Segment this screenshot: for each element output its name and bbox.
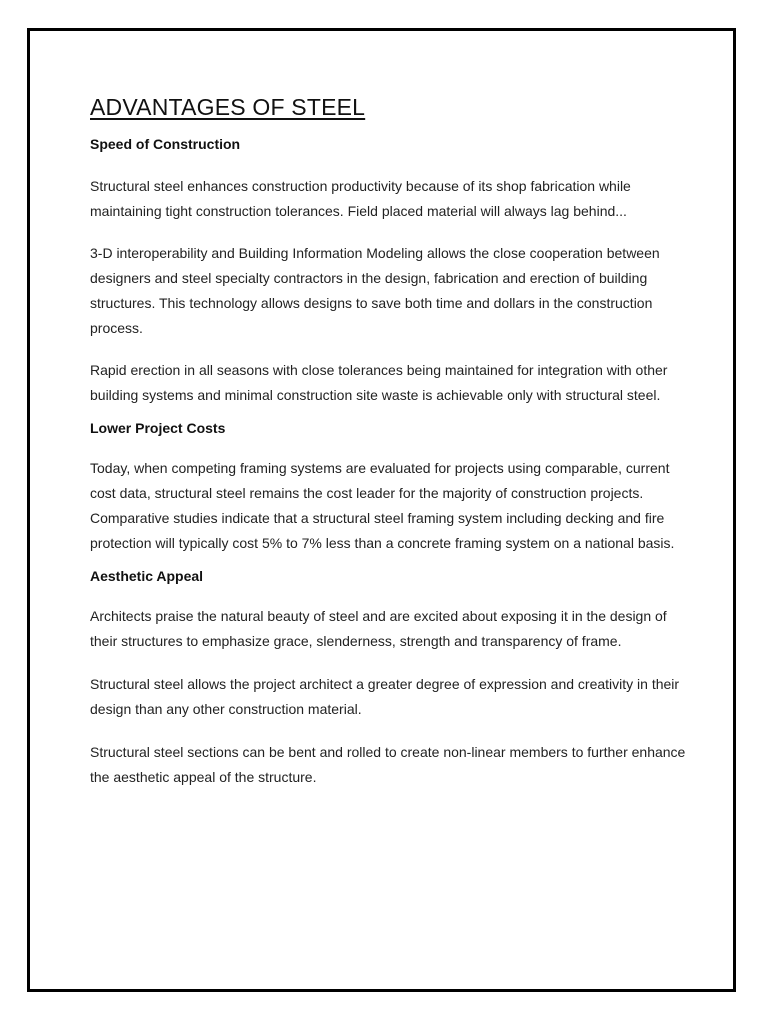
section-speed-of-construction	[90, 134, 690, 408]
paragraph: Rapid erection in all seasons with close tolerances being maintained for integration with other building systems and minimal construction site waste is achievable only with structural steel.	[90, 362, 668, 403]
paragraph: Today, when competing framing systems are evaluated for projects using comparable, current cost data, structural steel remains the cost leader for the majority of construction projects. Comparative studies indicate that a structural steel framing system including decking and fire protection will typically cost 5% to 7% less than a concrete framing system on a national basis.	[90, 460, 675, 551]
page-title: ADVANTAGES OF STEEL	[90, 94, 366, 120]
section-aesthetic-appeal	[90, 566, 690, 790]
section-heading: Speed of Construction	[90, 136, 241, 152]
paragraph: Structural steel enhances construction productivity because of its shop fabrication while maintaining tight construction tolerances. Field placed material will always lag behind...	[90, 178, 631, 219]
paragraph: 3-D interoperability and Building Information Modeling allows the close cooperation between designers and steel specialty contractors in the design, fabrication and erection of building structures. This technology allows designs to save both time and dollars in the construction process.	[90, 245, 660, 336]
section-lower-project-costs	[90, 418, 690, 556]
paragraph: Architects praise the natural beauty of steel and are excited about exposing it in the design of their structures to emphasize grace, slenderness, strength and transparency of frame.	[90, 608, 667, 649]
paragraph: Structural steel sections can be bent and rolled to create non-linear members to further enhance the aesthetic appeal of the structure.	[90, 744, 686, 785]
section-heading: Aesthetic Appeal	[90, 568, 204, 584]
section-heading: Lower Project Costs	[90, 420, 226, 436]
document-body	[90, 92, 690, 790]
paragraph: Structural steel allows the project architect a greater degree of expression and creativity in their design than any other construction material.	[90, 676, 680, 717]
